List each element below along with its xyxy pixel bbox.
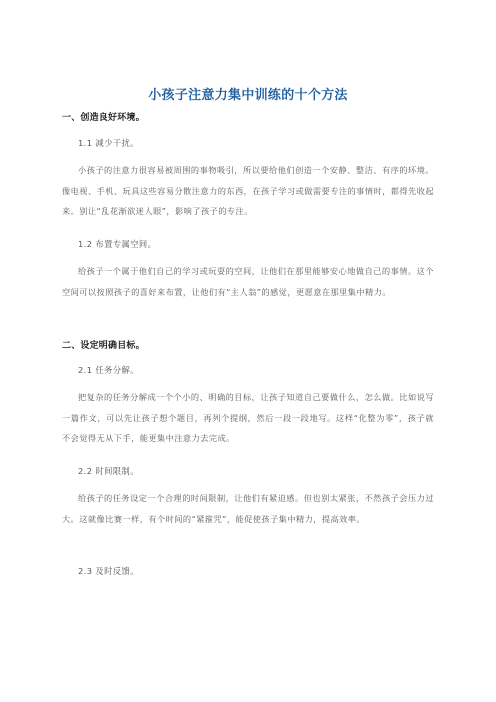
document-title: 小孩子注意力集中训练的十个方法 (148, 88, 348, 103)
paragraph-2-1: 把复杂的任务分解成一个个小的、明确的目标，让孩子知道自己要做什么，怎么做。比如说写一篇作文，可以先让孩子想个题目，再列个提纲，然后一段一段地写。这样“化整为零”，孩子就不会觉得无从下手，能更集中注意力去完成。 (62, 392, 434, 443)
section-heading-2: 二、设定明确目标。 (62, 341, 145, 351)
paragraph-1-2: 给孩子一个属于他们自己的学习或玩耍的空间，让他们在那里能够安心地做自己的事情。这个空间可以按照孩子的喜好来布置，让他们有“主人翁”的感觉，更愿意在那里集中精力。 (62, 266, 434, 297)
subsection-heading-2-1: 2.1 任务分解。 (78, 365, 139, 375)
section-heading-1: 一、创造良好环境。 (62, 113, 145, 123)
subsection-heading-1-2: 1.2 布置专属空间。 (78, 239, 157, 249)
paragraph-2-2: 给孩子的任务设定一个合理的时间限制，让他们有紧迫感。但也别太紧张，不然孩子会压力过大。这就像比赛一样，有个时间的“紧箍咒”，能促使孩子集中精力，提高效率。 (62, 493, 434, 524)
subsection-heading-2-2: 2.2 时间限制。 (78, 466, 139, 476)
subsection-heading-1-1: 1.1 减少干扰。 (78, 138, 139, 148)
subsection-heading-2-3: 2.3 及时反馈。 (78, 566, 139, 576)
paragraph-1-1: 小孩子的注意力很容易被周围的事物吸引，所以要给他们创造一个安静、整洁、有序的环境。像电视、手机、玩具这些容易分散注意力的东西，在孩子学习或做需要专注的事情时，都得先收起来。别让“乱花渐欲迷人眼”，影响了孩子的专注。 (62, 165, 434, 216)
